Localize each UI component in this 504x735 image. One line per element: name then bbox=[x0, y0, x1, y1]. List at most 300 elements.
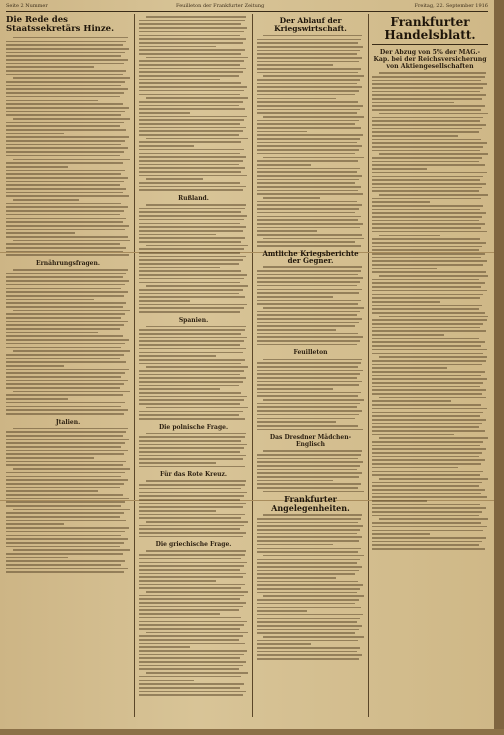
text-line bbox=[257, 381, 362, 383]
text-line bbox=[139, 38, 246, 40]
text-line bbox=[257, 101, 358, 103]
text-line bbox=[372, 264, 483, 266]
text-line bbox=[139, 82, 241, 84]
text-line bbox=[139, 510, 216, 512]
text-line bbox=[372, 87, 483, 89]
text-line bbox=[6, 236, 128, 238]
text-line bbox=[257, 300, 361, 302]
text-line bbox=[139, 488, 241, 490]
text-line bbox=[6, 173, 121, 175]
text-block bbox=[139, 16, 248, 191]
text-line bbox=[257, 522, 358, 524]
text-line bbox=[13, 199, 79, 201]
text-line bbox=[257, 629, 359, 631]
text-line bbox=[6, 155, 120, 157]
text-line bbox=[257, 296, 333, 298]
text-line bbox=[139, 340, 244, 342]
text-line bbox=[146, 672, 248, 674]
text-line bbox=[257, 98, 336, 100]
text-line bbox=[372, 286, 481, 288]
text-line bbox=[6, 479, 128, 481]
text-line bbox=[379, 275, 488, 277]
text-line bbox=[6, 328, 120, 330]
text-line bbox=[146, 97, 248, 99]
text-line bbox=[6, 111, 125, 113]
text-line bbox=[257, 395, 358, 397]
text-line bbox=[6, 343, 125, 345]
text-line bbox=[372, 330, 486, 332]
header-left: Seite 2 Nummer bbox=[6, 3, 48, 9]
text-line bbox=[6, 494, 123, 496]
text-line bbox=[6, 151, 124, 153]
text-line bbox=[257, 654, 362, 656]
text-line bbox=[6, 398, 68, 400]
text-line bbox=[257, 168, 360, 170]
text-line bbox=[139, 208, 245, 210]
text-line bbox=[372, 334, 444, 336]
text-line bbox=[139, 27, 247, 29]
text-line bbox=[13, 509, 130, 511]
text-line bbox=[139, 370, 244, 372]
text-line bbox=[372, 482, 482, 484]
text-line bbox=[372, 102, 454, 104]
text-line bbox=[372, 135, 458, 137]
text-line bbox=[6, 70, 126, 72]
article-heading: Der Abzug von 5% der MAG.-Kap. bei der Reichsversicherung von Aktiengesellschaften bbox=[373, 49, 487, 71]
text-line bbox=[139, 558, 241, 560]
text-line bbox=[257, 90, 359, 92]
text-line bbox=[146, 407, 248, 409]
text-line bbox=[257, 131, 307, 133]
text-line bbox=[263, 307, 364, 309]
text-line bbox=[257, 164, 311, 166]
text-line bbox=[372, 150, 480, 152]
text-line bbox=[139, 499, 240, 501]
text-line bbox=[372, 448, 486, 450]
section-heading: Für das Rote Kreuz. bbox=[159, 471, 228, 479]
text-line bbox=[379, 356, 487, 358]
text-line bbox=[139, 108, 245, 110]
text-line bbox=[139, 119, 244, 121]
text-line bbox=[139, 348, 246, 350]
text-line bbox=[257, 149, 359, 151]
text-line bbox=[372, 375, 481, 377]
text-line bbox=[257, 403, 360, 405]
section-heading: Amtliche Kriegsberichte der Gegner. bbox=[262, 248, 359, 265]
text-line bbox=[6, 103, 123, 105]
text-line bbox=[257, 94, 355, 96]
text-line bbox=[139, 484, 245, 486]
text-line bbox=[139, 211, 241, 213]
text-line bbox=[257, 458, 358, 460]
text-line bbox=[257, 182, 355, 184]
text-line bbox=[372, 246, 482, 248]
text-line bbox=[257, 201, 357, 203]
text-line bbox=[6, 85, 121, 87]
text-line bbox=[139, 248, 244, 250]
text-line bbox=[372, 412, 483, 414]
text-line bbox=[139, 289, 243, 291]
text-line bbox=[379, 397, 486, 399]
text-line bbox=[139, 665, 243, 667]
text-line bbox=[139, 451, 240, 453]
text-line bbox=[257, 566, 362, 568]
text-line bbox=[139, 333, 241, 335]
text-line bbox=[139, 455, 246, 457]
text-block bbox=[139, 433, 248, 468]
text-line bbox=[139, 680, 194, 682]
text-line bbox=[6, 114, 121, 116]
text-line bbox=[13, 77, 130, 79]
text-line bbox=[6, 413, 124, 415]
text-line bbox=[372, 260, 487, 262]
text-line bbox=[257, 465, 360, 467]
text-line bbox=[6, 453, 124, 455]
text-line bbox=[6, 254, 129, 256]
text-line bbox=[257, 105, 363, 107]
text-line bbox=[139, 602, 246, 604]
text-line bbox=[257, 303, 358, 305]
text-line bbox=[139, 392, 241, 394]
text-line bbox=[372, 117, 483, 119]
text-line bbox=[372, 367, 447, 369]
text-line bbox=[6, 501, 125, 503]
text-line bbox=[372, 338, 479, 340]
text-block bbox=[6, 37, 130, 256]
text-line bbox=[139, 20, 245, 22]
text-line bbox=[139, 130, 243, 132]
text-line bbox=[257, 603, 355, 605]
text-line bbox=[6, 299, 94, 301]
text-line bbox=[257, 469, 357, 471]
text-line bbox=[139, 35, 240, 37]
text-line bbox=[139, 462, 216, 464]
text-line bbox=[6, 66, 94, 68]
text-block bbox=[139, 204, 248, 313]
text-line bbox=[372, 205, 483, 207]
text-line bbox=[257, 190, 358, 192]
text-line bbox=[6, 505, 121, 507]
text-line bbox=[257, 658, 359, 660]
text-line bbox=[139, 399, 244, 401]
section-heading: Frankfurter Angelegenheiten. bbox=[271, 494, 350, 513]
article-column-1 bbox=[6, 14, 130, 719]
text-line bbox=[372, 212, 486, 214]
text-line bbox=[379, 113, 488, 115]
text-line bbox=[6, 206, 128, 208]
text-line bbox=[139, 624, 244, 626]
text-line bbox=[257, 322, 359, 324]
text-line bbox=[263, 116, 364, 118]
text-line bbox=[257, 64, 333, 66]
column-rule bbox=[252, 14, 253, 717]
text-line bbox=[6, 162, 123, 164]
text-line bbox=[372, 419, 486, 421]
text-line bbox=[257, 53, 357, 55]
text-line bbox=[257, 325, 355, 327]
text-line bbox=[372, 301, 440, 303]
text-line bbox=[139, 267, 220, 269]
text-line bbox=[13, 118, 130, 120]
text-line bbox=[146, 245, 248, 247]
text-line bbox=[139, 643, 245, 645]
text-block bbox=[139, 326, 248, 420]
text-line bbox=[6, 133, 64, 135]
text-line bbox=[372, 294, 483, 296]
text-line bbox=[372, 404, 481, 406]
text-line bbox=[139, 49, 245, 51]
text-line bbox=[372, 441, 483, 443]
text-line bbox=[6, 232, 75, 234]
text-line bbox=[372, 522, 481, 524]
text-line bbox=[146, 550, 246, 552]
text-line bbox=[139, 598, 240, 600]
text-line bbox=[257, 86, 362, 88]
text-line bbox=[372, 389, 486, 391]
page-bottom-edge bbox=[0, 729, 504, 735]
text-line bbox=[139, 145, 194, 147]
text-line bbox=[372, 349, 487, 351]
text-line bbox=[257, 384, 359, 386]
text-line bbox=[372, 91, 480, 93]
text-line bbox=[6, 560, 125, 562]
text-line bbox=[372, 198, 481, 200]
text-line bbox=[139, 562, 247, 564]
text-line bbox=[257, 336, 363, 338]
text-line bbox=[257, 245, 361, 247]
text-line bbox=[139, 646, 190, 648]
text-line bbox=[6, 358, 120, 360]
text-line bbox=[139, 363, 241, 365]
text-line bbox=[139, 71, 243, 73]
text-line bbox=[139, 683, 244, 685]
text-line bbox=[139, 237, 245, 239]
text-line bbox=[372, 220, 479, 222]
text-line bbox=[6, 538, 128, 540]
text-line bbox=[372, 341, 485, 343]
text-line bbox=[372, 541, 482, 543]
text-line bbox=[372, 530, 483, 532]
text-line bbox=[257, 142, 357, 144]
text-line bbox=[139, 293, 239, 295]
text-line bbox=[372, 305, 482, 307]
text-line bbox=[6, 218, 126, 220]
text-line bbox=[6, 321, 128, 323]
text-line bbox=[139, 112, 190, 114]
text-line bbox=[257, 112, 357, 114]
text-line bbox=[257, 61, 359, 63]
text-line bbox=[379, 478, 488, 480]
text-line bbox=[372, 493, 481, 495]
text-line bbox=[372, 485, 479, 487]
text-line bbox=[139, 532, 246, 534]
text-line bbox=[257, 277, 363, 279]
text-line bbox=[372, 109, 481, 111]
text-line bbox=[6, 48, 129, 50]
text-line bbox=[6, 450, 128, 452]
text-line bbox=[6, 512, 124, 514]
column-rule bbox=[368, 14, 369, 717]
text-line bbox=[372, 131, 479, 133]
text-line bbox=[257, 83, 357, 85]
text-line bbox=[6, 273, 126, 275]
text-line bbox=[6, 147, 128, 149]
text-line bbox=[146, 632, 248, 634]
text-line bbox=[6, 380, 128, 382]
text-line bbox=[6, 431, 126, 433]
text-line bbox=[372, 544, 479, 546]
text-line bbox=[139, 263, 239, 265]
text-line bbox=[372, 120, 480, 122]
text-line bbox=[263, 491, 364, 493]
text-line bbox=[6, 166, 68, 168]
text-line bbox=[257, 285, 357, 287]
text-line bbox=[6, 383, 124, 385]
text-line bbox=[139, 75, 239, 77]
text-block bbox=[257, 359, 364, 431]
text-line bbox=[139, 329, 245, 331]
text-line bbox=[372, 157, 482, 159]
text-line bbox=[379, 72, 486, 74]
text-line bbox=[6, 339, 129, 341]
text-line bbox=[139, 42, 243, 44]
text-line bbox=[257, 281, 360, 283]
text-line bbox=[257, 480, 333, 482]
text-line bbox=[257, 373, 360, 375]
text-line bbox=[6, 177, 128, 179]
text-line bbox=[6, 192, 123, 194]
text-line bbox=[372, 548, 485, 550]
text-line bbox=[139, 337, 247, 339]
text-line bbox=[257, 518, 361, 520]
text-line bbox=[372, 526, 487, 528]
text-line bbox=[6, 406, 121, 408]
text-line bbox=[372, 496, 487, 498]
text-line bbox=[139, 134, 239, 136]
text-line bbox=[6, 476, 121, 478]
text-line bbox=[6, 376, 121, 378]
text-line bbox=[6, 535, 121, 537]
text-line bbox=[139, 617, 241, 619]
section-heading: Ernährungsfragen. bbox=[36, 260, 100, 267]
text-line bbox=[372, 124, 486, 126]
text-line bbox=[372, 360, 486, 362]
text-line bbox=[139, 458, 243, 460]
text-line bbox=[372, 168, 427, 170]
text-line bbox=[139, 153, 240, 155]
text-line bbox=[139, 517, 241, 519]
text-line bbox=[139, 687, 240, 689]
text-line bbox=[263, 514, 361, 516]
text-line bbox=[139, 189, 243, 191]
text-line bbox=[139, 676, 241, 678]
text-line bbox=[139, 79, 220, 81]
text-line bbox=[139, 352, 243, 354]
text-line bbox=[139, 514, 245, 516]
article-column-4 bbox=[372, 14, 488, 719]
text-line bbox=[257, 392, 361, 394]
text-line bbox=[139, 595, 244, 597]
text-line bbox=[257, 318, 362, 320]
text-line bbox=[6, 125, 120, 127]
text-line bbox=[257, 123, 355, 125]
text-line bbox=[372, 408, 487, 410]
text-line bbox=[6, 464, 123, 466]
text-line bbox=[372, 187, 482, 189]
text-line bbox=[257, 377, 357, 379]
text-line bbox=[6, 372, 125, 374]
text-line bbox=[13, 391, 130, 393]
text-line bbox=[139, 573, 246, 575]
text-line bbox=[372, 415, 480, 417]
text-line bbox=[6, 409, 128, 411]
header-center: Feuilleton der Frankfurter Zeitung bbox=[176, 3, 265, 9]
text-line bbox=[372, 327, 480, 329]
text-line bbox=[146, 366, 248, 368]
text-line bbox=[6, 170, 125, 172]
text-line bbox=[139, 141, 241, 143]
text-line bbox=[257, 588, 360, 590]
text-line bbox=[257, 577, 336, 579]
text-line bbox=[139, 466, 245, 468]
text-line bbox=[13, 549, 130, 551]
text-line bbox=[372, 467, 458, 469]
text-line bbox=[372, 282, 485, 284]
text-line bbox=[257, 314, 357, 316]
text-line bbox=[372, 345, 481, 347]
text-line bbox=[13, 269, 127, 271]
text-line bbox=[6, 527, 129, 529]
section-heading: Die polnische Frage. bbox=[158, 423, 229, 431]
text-line bbox=[257, 109, 360, 111]
text-line bbox=[372, 471, 483, 473]
text-line bbox=[257, 270, 361, 272]
text-line bbox=[6, 439, 129, 441]
text-line bbox=[139, 613, 220, 615]
text-line bbox=[6, 387, 120, 389]
text-line bbox=[6, 41, 126, 43]
text-line bbox=[6, 136, 129, 138]
text-line bbox=[146, 138, 248, 140]
text-line bbox=[6, 122, 124, 124]
text-line bbox=[139, 101, 243, 103]
text-line bbox=[6, 100, 98, 102]
text-line bbox=[257, 329, 336, 331]
text-line bbox=[6, 203, 121, 205]
text-line bbox=[139, 53, 241, 55]
column-rule bbox=[134, 14, 135, 717]
text-line bbox=[257, 227, 360, 229]
text-line bbox=[257, 39, 361, 41]
text-line bbox=[257, 483, 361, 485]
text-line bbox=[139, 94, 240, 96]
text-line bbox=[139, 256, 246, 258]
text-line bbox=[257, 625, 362, 627]
text-line bbox=[372, 279, 479, 281]
text-line bbox=[139, 661, 246, 663]
text-line bbox=[6, 229, 125, 231]
section-heading: Die griechische Frage. bbox=[155, 541, 232, 549]
text-line bbox=[257, 562, 357, 564]
text-line bbox=[257, 618, 360, 620]
text-line bbox=[372, 201, 430, 203]
text-line bbox=[139, 536, 243, 538]
text-line bbox=[372, 445, 480, 447]
text-line bbox=[146, 57, 248, 59]
text-line bbox=[139, 241, 241, 243]
text-line bbox=[6, 435, 123, 437]
text-line bbox=[139, 528, 240, 530]
